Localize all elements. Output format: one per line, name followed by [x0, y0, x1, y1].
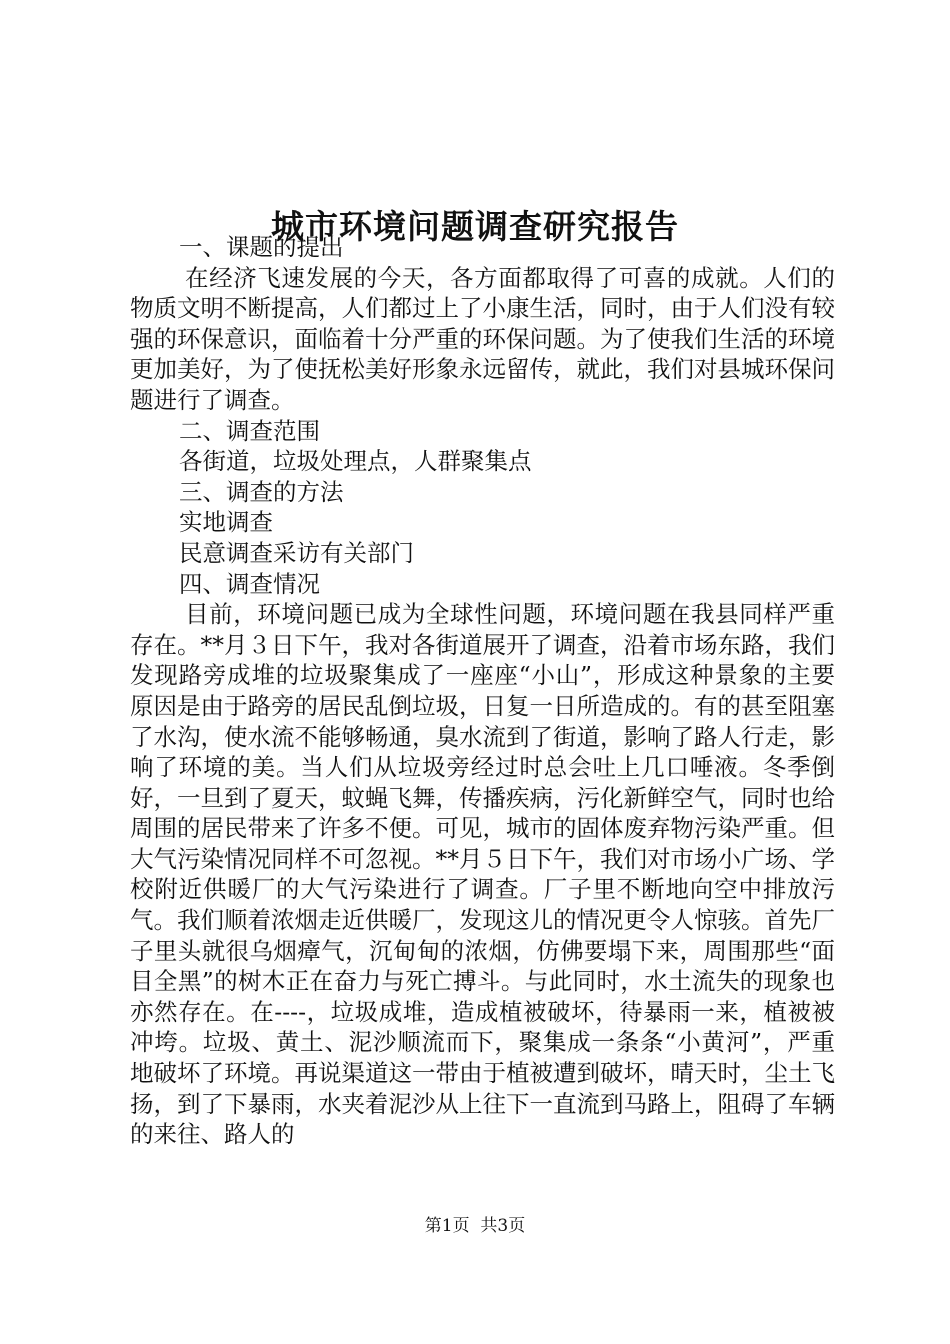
section-heading-4: 四、调查情况: [179, 569, 320, 598]
section-heading-1: 一、课题的提出: [179, 233, 344, 261]
document-body: [130, 232, 835, 1150]
section-item-scope: 各街道，垃圾处理点，人群聚集点: [179, 447, 532, 476]
section-item-method-1: 实地调查: [179, 508, 273, 537]
page-footer: [0, 1214, 950, 1238]
page-total: 共3页: [480, 1216, 526, 1236]
section-item-method-2: 民意调查采访有关部门: [179, 538, 414, 567]
section-heading-3: 三、调查的方法: [179, 477, 344, 506]
page-title: 城市环境问题调查研究报告: [271, 207, 679, 247]
section-paragraph-1: 在经济飞速发展的今天，各方面都取得了可喜的成就。人们的物质文明不断提高，人们都过上了小康生活，同时，由于人们没有较强的环保意识，面临着十分严重的环保问题。为了使我们生活的环境更加美好，为了使抚松美好形象永远留传，就此，我们对县城环保问题进行了调查。: [130, 263, 835, 414]
section-heading-2: 二、调查范围: [179, 416, 320, 445]
page-number: 第1页: [424, 1216, 470, 1236]
section-paragraph-4: 目前，环境问题已成为全球性问题，环境问题在我县同样严重存在。**月３日下午，我对各街道展开了调查，沿着市场东路，我们发现路旁成堆的垃圾聚集成了一座座“小山”，形成这种景象的主要原因是由于路旁的居民乱倒垃圾，日复一日所造成的。有的甚至阻塞了水沟，使水流不能够畅通，臭水流到了街道，影响了路人行走，影响了环境的美。当人们从垃圾旁经过时总会吐上几口唾液。冬季倒好，一旦到了夏天，蚊蝇飞舞，传播疾病，污化新鲜空气，同时也给周围的居民带来了许多不便。可见，城市的固体废弃物污染严重。但大气污染情况同样不可忽视。**月５日下午，我们对市场小广场、学校附近供暖厂的大气污染进行了调查。厂子里不断地向空中排放污气。我们顺着浓烟走近供暖厂，发现这儿的情况更令人惊骇。首先厂子里头就很乌烟瘴气，沉甸甸的浓烟，仿佛要塌下来，周围那些“面目全黑”的树木正在奋力与死亡搏斗。与此同时，水土流失的现象也亦然存在。在----，垃圾成堆，造成植被破坏，待暴雨一来，植被被冲垮。垃圾、黄土、泥沙顺流而下，聚集成一条条“小黄河”，严重地破坏了环境。再说渠道这一带由于植被遭到破坏，晴天时，尘土飞扬，到了下暴雨，水夹着泥沙从上往下一直流到马路上，阻碍了车辆的来往、路人的: [130, 600, 835, 1149]
